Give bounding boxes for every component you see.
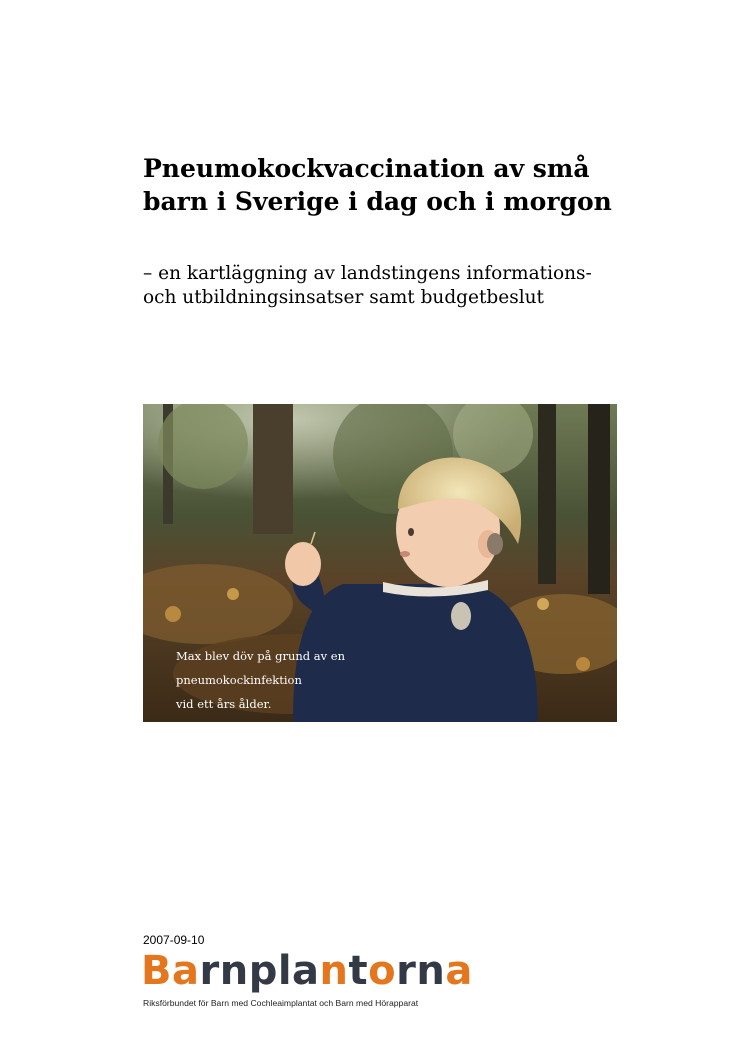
logo-part: n xyxy=(319,948,349,994)
caption-line: vid ett års ålder. xyxy=(176,697,272,711)
logo-part: o xyxy=(368,948,397,994)
logo-tagline: Riksförbundet för Barn med Cochleaimplantat och Barn med Hörapparat xyxy=(143,998,419,1008)
photo-caption xyxy=(176,644,416,716)
caption-line: pneumokockinfektion xyxy=(176,673,302,687)
document-title: Pneumokockvaccination av små barn i Sverige i dag och i morgon xyxy=(143,154,612,216)
publication-date: 2007-09-10 xyxy=(143,933,205,947)
barnplantorna-logo xyxy=(141,948,473,994)
cover-photo xyxy=(143,404,617,722)
logo-part: rn xyxy=(396,948,446,994)
caption-line: Max blev döv på grund av en xyxy=(176,649,345,663)
document-subtitle: – en kartläggning av landstingens informations- och utbildningsinsatser samt budgetbeslut xyxy=(143,263,592,308)
logo-part: a xyxy=(445,948,473,994)
logo-part: t xyxy=(348,948,369,994)
logo-part: pla xyxy=(248,948,320,994)
logo-part: Ba xyxy=(141,948,200,994)
logo-part: rn xyxy=(199,948,249,994)
